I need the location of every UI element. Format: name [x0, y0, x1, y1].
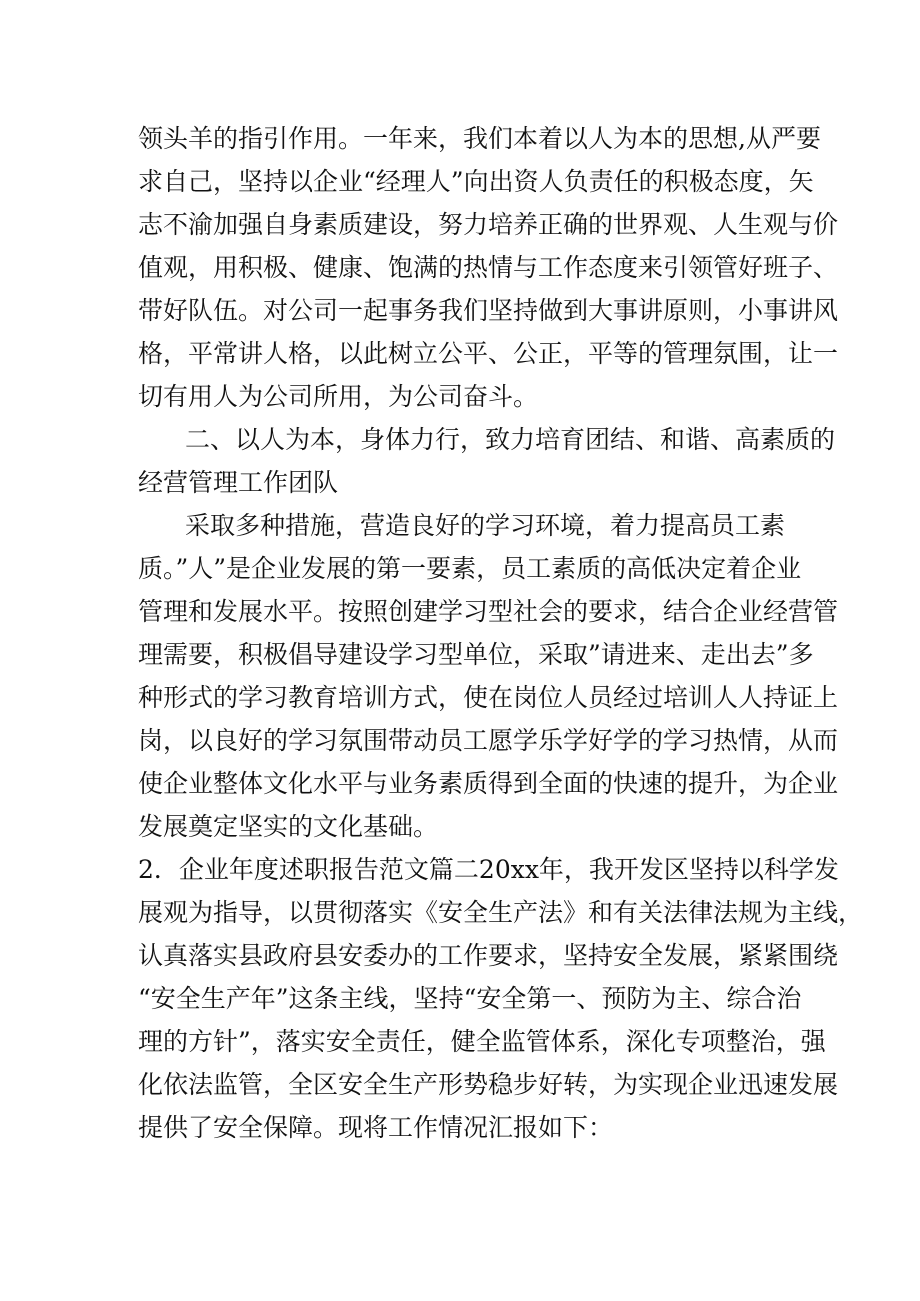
text-line: 格，平常讲人格，以此树立公平、公正，平等的管理氛围，让一 [138, 339, 839, 368]
text-line: 化依法监管，全区安全生产形势稳步好转，为实现企业迅速发展 [138, 1070, 839, 1099]
text-line: 提供了安全保障。现将工作情况汇报如下： [138, 1113, 614, 1142]
text-line: 认真落实县政府县安委办的工作要求，坚持安全发展，紧紧围绕 [138, 941, 839, 970]
section-heading-line: 二、以人为本，身体力行，致力培育团结、和谐、高素质的 [185, 425, 836, 454]
text-line: 理需要，积极倡导建设学习型单位，采取”请进来、走出去”多 [138, 640, 814, 669]
text-line: 发展奠定坚实的文化基础。 [138, 812, 439, 841]
text-line: 领头羊的指引作用。一年来，我们本着以人为本的思想,从严要 [138, 124, 821, 153]
text-line: 管理和发展水平。按照创建学习型社会的要求，结合企业经营管 [138, 597, 839, 626]
section-heading-line: 2．企业年度述职报告范文篇二20xx年，我开发区坚持以科学发 [138, 855, 839, 884]
text-line: 质。”人”是企业发展的第一要素，员工素质的高低决定着企业 [138, 554, 802, 583]
section-heading-line: 经营管理工作团队 [138, 468, 339, 497]
text-line: 切有用人为公司所用，为公司奋斗。 [138, 382, 539, 411]
text-line: 理的方针”，落实安全责任，健全监管体系，深化专项整治，强 [138, 1027, 826, 1056]
text-line: 值观，用积极、健康、饱满的热情与工作态度来引领管好班子、 [138, 253, 839, 282]
text-line: 使企业整体文化水平与业务素质得到全面的快速的提升，为企业 [138, 769, 839, 798]
text-line: 志不渝加强自身素质建设，努力培养正确的世界观、人生观与价 [138, 210, 839, 239]
text-line: 展观为指导，以贯彻落实《安全生产法》和有关法律法规为主线， [138, 898, 864, 927]
text-line: 采取多种措施，营造良好的学习环境，着力提高员工素 [185, 511, 786, 540]
text-line: 求自己，坚持以企业“经理人”向出资人负责任的积极态度，矢 [138, 167, 814, 196]
text-line: 带好队伍。对公司一起事务我们坚持做到大事讲原则，小事讲风 [138, 296, 839, 325]
text-line: “安全生产年”这条主线，坚持“安全第一、预防为主、综合治 [138, 984, 802, 1013]
text-line: 种形式的学习教育培训方式，使在岗位人员经过培训人人持证上 [138, 683, 839, 712]
text-line: 岗，以良好的学习氛围带动员工愿学乐学好学的学习热情，从而 [138, 726, 839, 755]
